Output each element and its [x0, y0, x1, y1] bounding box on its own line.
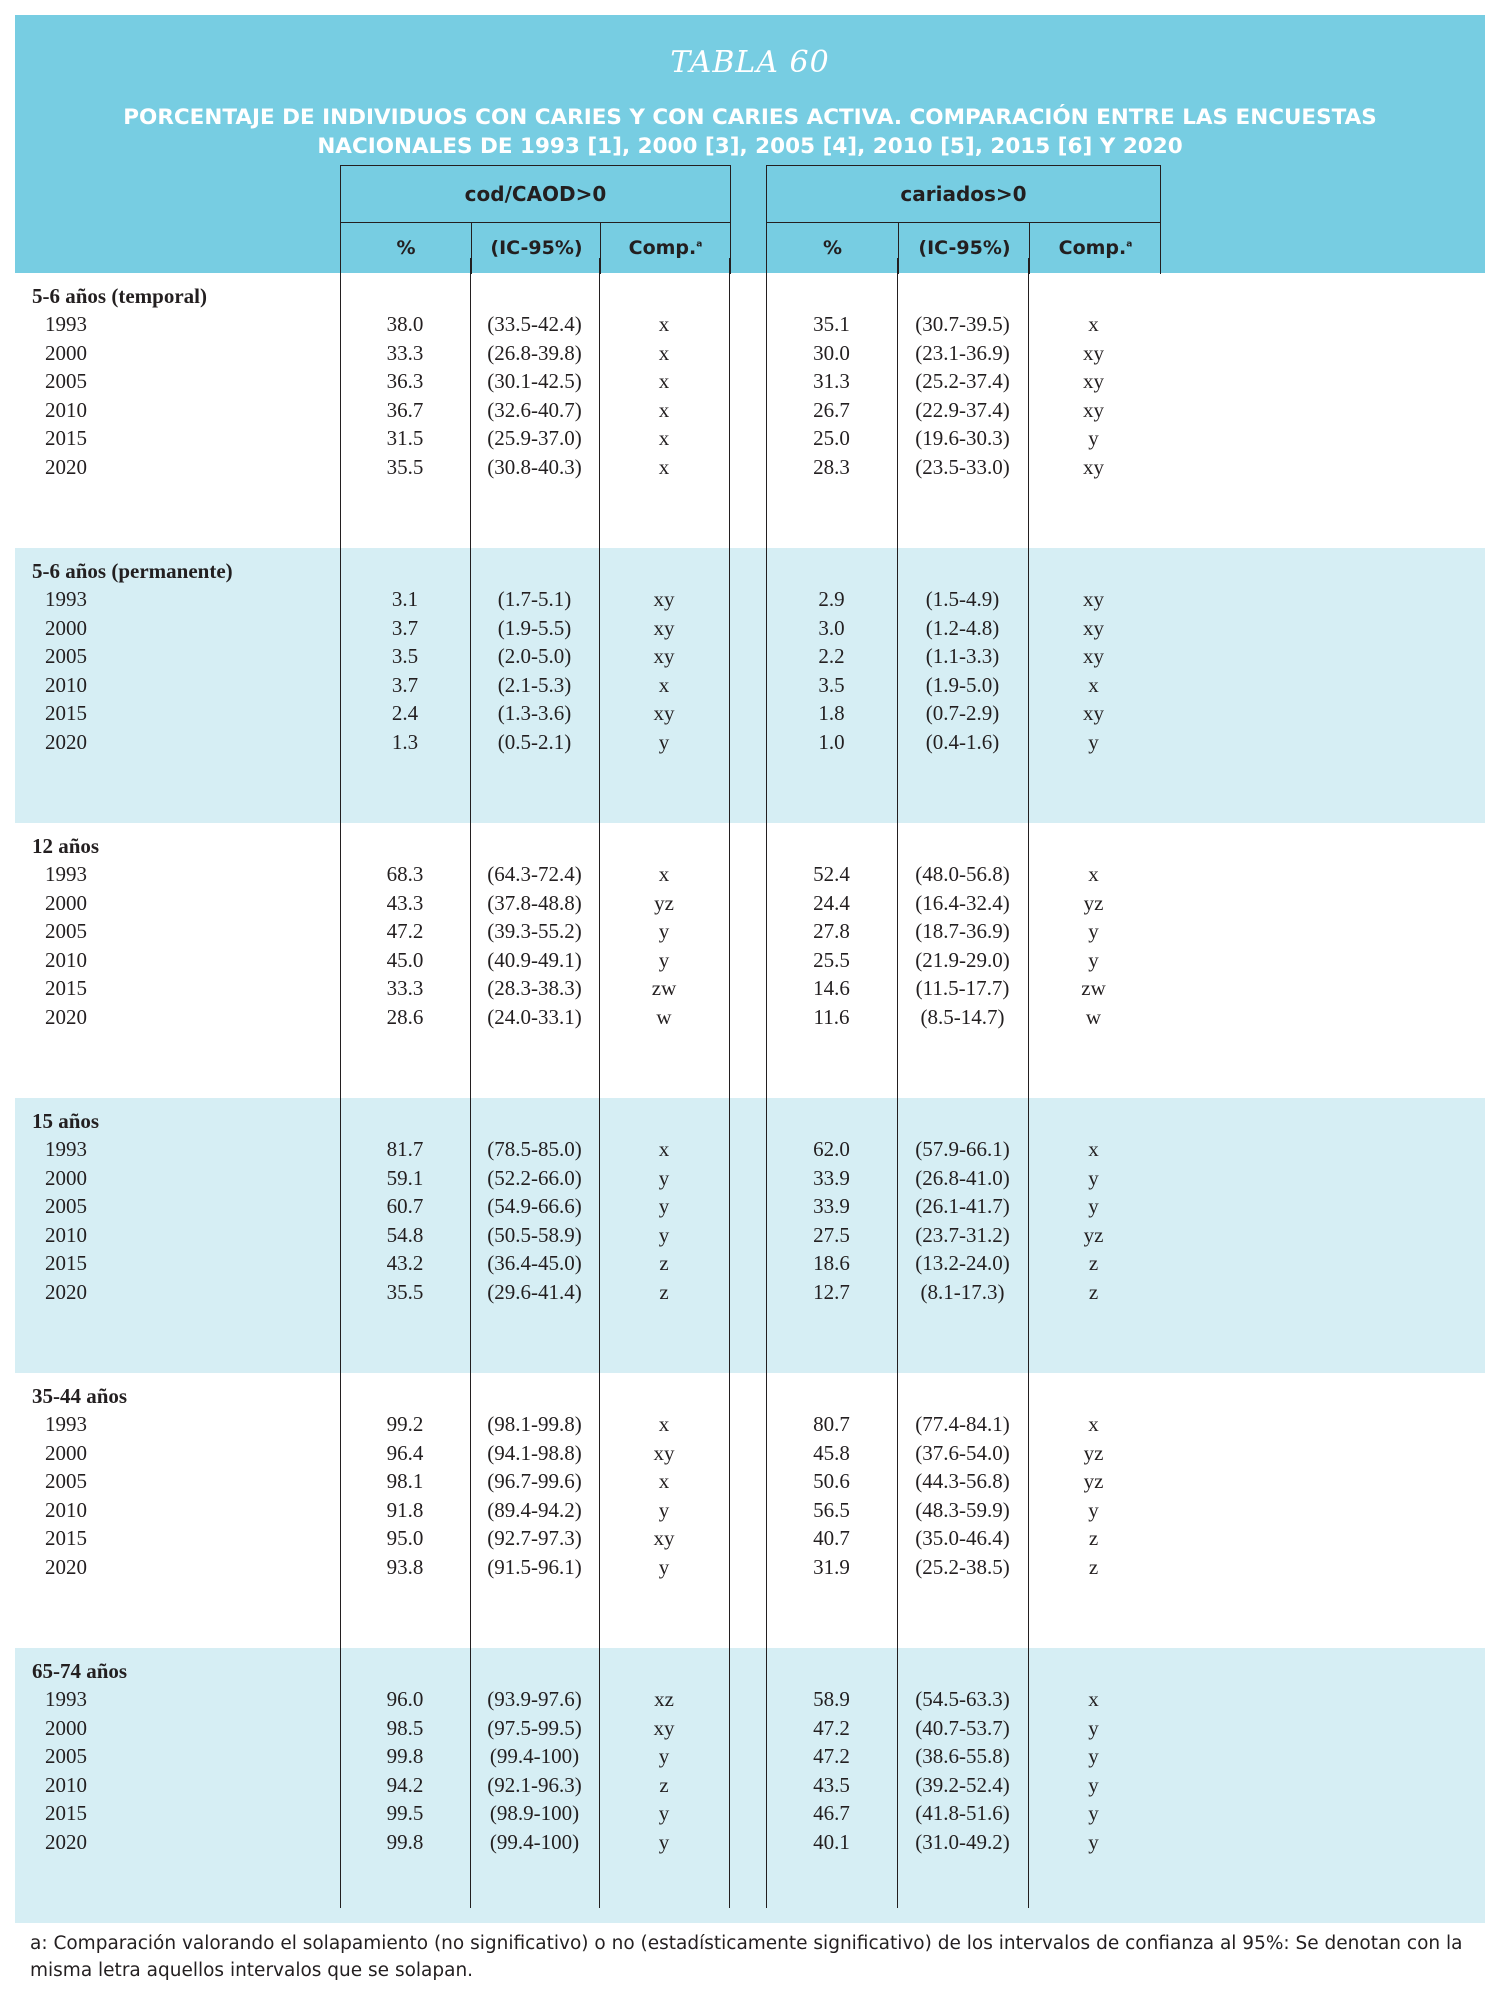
cell-ic2: (11.5-17.7) [915, 976, 1010, 1001]
group-title: cariados>0 [767, 166, 1160, 223]
cell-c1: y [658, 947, 670, 972]
cell-c1: xy [653, 644, 675, 669]
cell-ic1: (30.8-40.3) [487, 455, 582, 479]
cell-ic2: (44.3-56.8) [915, 1469, 1010, 1494]
cell-p1: 99.8 [386, 1744, 424, 1769]
row-year: 1993 [45, 587, 87, 611]
cell-p1: 99.8 [386, 1830, 424, 1854]
cell-ic2: (0.4-1.6) [925, 730, 1000, 754]
cell-c2: y [1088, 919, 1099, 944]
cell-c2: zw [1081, 976, 1106, 1001]
cell-c2: yz [1083, 1222, 1104, 1247]
cell-c2: xy [1083, 644, 1104, 669]
cell-ic2: (22.9-37.4) [915, 397, 1010, 422]
row-year: 2015 [45, 976, 87, 1001]
row-year: 1993 [45, 1412, 87, 1436]
cell-p1: 28.6 [386, 1005, 424, 1029]
cell-ic2: (48.3-59.9) [915, 1497, 1010, 1522]
cell-ic1: (89.4-94.2) [487, 1497, 582, 1522]
cell-p1: 93.8 [386, 1555, 424, 1579]
cell-c1: x [658, 1412, 670, 1436]
cell-ic1: (93.9-97.6) [487, 1687, 582, 1711]
cell-ic2: (23.7-31.2) [915, 1222, 1010, 1247]
cell-ic2: (18.7-36.9) [915, 919, 1010, 944]
cell-p2: 11.6 [813, 1005, 850, 1029]
cell-ic1: (50.5-58.9) [487, 1222, 582, 1247]
cell-ic1: (1.7-5.1) [497, 587, 572, 611]
cell-p2: 40.7 [813, 1526, 850, 1551]
cell-ic1: (96.7-99.6) [487, 1469, 582, 1494]
cell-ic2: (1.9-5.0) [925, 672, 1000, 697]
row-year: 2015 [45, 701, 87, 726]
cell-c2: xy [1083, 615, 1104, 640]
cell-c1: y [658, 1830, 670, 1854]
cell-ic1: (98.1-99.8) [487, 1412, 582, 1436]
cell-c2: y [1088, 1715, 1099, 1740]
cell-c2: x [1088, 1687, 1099, 1711]
cell-c2: y [1088, 1801, 1099, 1826]
cell-ic2: (48.0-56.8) [915, 862, 1010, 886]
cell-c1: x [658, 862, 670, 886]
section-label: 15 años [32, 1109, 100, 1133]
row-year: 2000 [45, 890, 87, 915]
cell-ic2: (41.8-51.6) [915, 1801, 1010, 1826]
cell-p2: 80.7 [813, 1412, 850, 1436]
cell-p2: 3.0 [818, 615, 845, 640]
cell-ic2: (38.6-55.8) [915, 1744, 1010, 1769]
cell-p2: 33.9 [813, 1194, 850, 1219]
cell-c1: y [658, 1744, 670, 1769]
cell-ic2: (30.7-39.5) [915, 312, 1010, 336]
cell-ic2: (25.2-37.4) [915, 369, 1010, 394]
cell-ic1: (94.1-98.8) [487, 1440, 582, 1465]
cell-p1: 36.7 [386, 397, 424, 422]
cell-ic1: (1.3-3.6) [497, 701, 572, 726]
cell-c2: y [1088, 1497, 1099, 1522]
cell-ic1: (28.3-38.3) [487, 976, 582, 1001]
cell-ic2: (13.2-24.0) [915, 1251, 1010, 1276]
cell-ic2: (37.6-54.0) [915, 1440, 1010, 1465]
column-divider [766, 258, 767, 1908]
cell-c1: z [659, 1251, 669, 1276]
row-year: 2010 [45, 947, 87, 972]
column-divider [1028, 258, 1029, 1908]
section-label: 5-6 años (permanente) [32, 559, 233, 583]
cell-p2: 25.5 [813, 947, 850, 972]
cell-p1: 35.5 [386, 1280, 424, 1304]
cell-c2: x [1088, 862, 1099, 886]
cell-ic1: (30.1-42.5) [487, 369, 582, 394]
cell-ic1: (32.6-40.7) [487, 397, 582, 422]
cell-p2: 27.5 [813, 1222, 850, 1247]
cell-ic1: (2.1-5.3) [497, 672, 572, 697]
section-label: 5-6 años (temporal) [32, 284, 207, 308]
table-section [15, 1648, 1485, 1923]
cell-p2: 31.9 [813, 1555, 850, 1579]
cell-ic2: (26.8-41.0) [915, 1165, 1010, 1190]
table-footnote: a: Comparación valorando el solapamiento (no significativo) o no (estadísticamente significativo) de los intervalos de confianza al 95%: Se denotan con la misma letra aquellos intervalos que se solapan. [30, 1933, 1463, 1981]
cell-c1: x [658, 397, 670, 422]
cell-p2: 52.4 [813, 862, 850, 886]
col-header-comp: Comp.$^a$ [1029, 223, 1161, 274]
cell-c2: yz [1083, 1469, 1104, 1494]
subtitle-line-1: PORCENTAJE DE INDIVIDUOS CON CARIES Y CON CARIES ACTIVA. COMPARACIÓN ENTRE LAS ENCUESTAS [123, 105, 1377, 130]
cell-ic2: (8.5-14.7) [920, 1005, 1005, 1029]
row-year: 2020 [45, 455, 87, 479]
row-year: 1993 [45, 312, 87, 336]
cell-p2: 24.4 [813, 890, 850, 915]
cell-p1: 91.8 [386, 1497, 424, 1522]
cell-p2: 18.6 [813, 1251, 850, 1276]
row-year: 2015 [45, 1526, 87, 1551]
section-label: 12 años [32, 834, 100, 858]
row-year: 2010 [45, 672, 87, 697]
cell-ic2: (16.4-32.4) [915, 890, 1010, 915]
cell-ic2: (57.9-66.1) [915, 1137, 1010, 1161]
cell-c2: yz [1083, 1440, 1104, 1465]
row-year: 1993 [45, 1137, 87, 1161]
cell-c1: x [658, 340, 670, 365]
row-year: 2000 [45, 1165, 87, 1190]
cell-c2: w [1085, 1005, 1102, 1029]
cell-c2: z [1088, 1526, 1099, 1551]
cell-c2: z [1088, 1555, 1099, 1579]
cell-ic2: (1.1-3.3) [925, 644, 1000, 669]
cell-p2: 33.9 [813, 1165, 850, 1190]
table-section [15, 273, 1485, 548]
cell-p2: 56.5 [813, 1497, 850, 1522]
cell-p1: 60.7 [386, 1194, 424, 1219]
cell-ic2: (1.5-4.9) [925, 587, 1000, 611]
cell-c1: y [658, 919, 670, 944]
cell-c1: x [658, 1137, 670, 1161]
row-year: 2005 [45, 919, 87, 944]
cell-ic1: (25.9-37.0) [487, 426, 582, 451]
cell-p2: 31.3 [813, 369, 850, 394]
cell-c2: xy [1083, 369, 1104, 394]
cell-c1: z [659, 1772, 669, 1797]
cell-p1: 98.5 [386, 1715, 424, 1740]
cell-p1: 95.0 [386, 1526, 424, 1551]
cell-p1: 2.4 [391, 701, 419, 726]
cell-p1: 38.0 [386, 312, 424, 336]
row-year: 2015 [45, 1251, 87, 1276]
cell-ic1: (26.8-39.8) [487, 340, 582, 365]
cell-p2: 30.0 [813, 340, 850, 365]
cell-ic2: (39.2-52.4) [915, 1772, 1010, 1797]
cell-p2: 1.8 [818, 701, 845, 726]
cell-ic2: (40.7-53.7) [915, 1715, 1010, 1740]
cell-p2: 14.6 [813, 976, 850, 1001]
cell-c2: y [1088, 1744, 1099, 1769]
cell-p1: 99.5 [386, 1801, 424, 1826]
subtitle-line-2: NACIONALES DE 1993 [1], 2000 [3], 2005 [4], 2010 [5], 2015 [6] Y 2020 [317, 134, 1183, 159]
cell-c2: x [1088, 1412, 1099, 1436]
cell-p2: 3.5 [818, 672, 845, 697]
cell-ic2: (1.2-4.8) [925, 615, 1000, 640]
cell-c2: xy [1083, 587, 1104, 611]
col-header-ic: (IC-95%) [898, 223, 1030, 274]
row-year: 2020 [45, 1280, 87, 1304]
cell-c1: z [659, 1280, 669, 1304]
cell-c1: y [658, 1801, 670, 1826]
group-title: cod/CAOD>0 [341, 166, 730, 223]
cell-ic1: (2.0-5.0) [497, 644, 572, 669]
cell-p2: 40.1 [813, 1830, 850, 1854]
cell-ic2: (31.0-49.2) [915, 1830, 1010, 1854]
cell-p1: 36.3 [386, 369, 424, 394]
col-header-pct: % [822, 237, 843, 259]
cell-c2: xy [1083, 701, 1104, 726]
cell-p1: 98.1 [386, 1469, 424, 1494]
cell-c2: yz [1083, 890, 1104, 915]
cell-ic1: (54.9-66.6) [487, 1194, 582, 1219]
cell-p2: 43.5 [813, 1772, 850, 1797]
cell-ic1: (92.1-96.3) [487, 1772, 582, 1797]
cell-p1: 43.3 [386, 890, 424, 915]
cell-ic2: (77.4-84.1) [915, 1412, 1010, 1436]
cell-p1: 3.1 [391, 587, 419, 611]
cell-c1: y [658, 1194, 670, 1219]
cell-c2: y [1088, 1165, 1099, 1190]
cell-p2: 47.2 [813, 1744, 850, 1769]
col-header-pct: % [396, 237, 416, 259]
table-section [15, 1373, 1485, 1648]
cell-ic1: (33.5-42.4) [487, 312, 582, 336]
cell-ic2: (23.5-33.0) [915, 455, 1010, 479]
cell-c1: x [658, 312, 670, 336]
cell-ic2: (0.7-2.9) [925, 701, 1000, 726]
cell-p2: 45.8 [813, 1440, 850, 1465]
cell-p2: 46.7 [813, 1801, 850, 1826]
cell-c2: y [1088, 730, 1099, 754]
cell-p1: 1.3 [391, 730, 419, 754]
cell-ic1: (1.9-5.5) [497, 615, 572, 640]
cell-ic1: (36.4-45.0) [487, 1251, 582, 1276]
cell-p1: 43.2 [386, 1251, 424, 1276]
row-year: 2020 [45, 1005, 87, 1029]
cell-p2: 1.0 [818, 730, 845, 754]
table-section [15, 823, 1485, 1098]
row-year: 2010 [45, 397, 87, 422]
row-year: 1993 [45, 1687, 87, 1711]
cell-p2: 28.3 [813, 455, 850, 479]
cell-c1: xy [653, 615, 675, 640]
row-year: 2010 [45, 1772, 87, 1797]
cell-p1: 99.2 [386, 1412, 424, 1436]
cell-p1: 54.8 [386, 1222, 424, 1247]
table-row [15, 449, 1485, 486]
cell-c1: x [658, 672, 670, 697]
cell-ic1: (97.5-99.5) [487, 1715, 582, 1740]
cell-ic2: (8.1-17.3) [920, 1280, 1005, 1304]
cell-p1: 47.2 [386, 919, 424, 944]
cell-p2: 47.2 [813, 1715, 850, 1740]
cell-c1: y [658, 1555, 670, 1579]
table-header [15, 15, 1485, 273]
cell-c1: xy [653, 1526, 675, 1551]
cell-c1: zw [651, 976, 677, 1001]
cell-p1: 68.3 [386, 862, 424, 886]
cell-p1: 96.0 [386, 1687, 424, 1711]
cell-ic1: (99.4-100) [489, 1744, 580, 1769]
cell-ic1: (24.0-33.1) [487, 1005, 582, 1029]
column-divider [729, 258, 730, 1908]
col-header-comp: Comp.$^a$ [600, 223, 730, 274]
cell-p1: 3.5 [391, 644, 419, 669]
table-section [15, 1098, 1485, 1373]
cell-ic2: (25.2-38.5) [915, 1555, 1010, 1579]
cell-ic1: (64.3-72.4) [487, 862, 582, 886]
table-body [15, 273, 1485, 1923]
table-row [15, 1274, 1485, 1311]
cell-p1: 33.3 [386, 340, 424, 365]
table-frame [15, 15, 1485, 1923]
cell-p1: 3.7 [391, 615, 419, 640]
row-year: 2005 [45, 1744, 87, 1769]
cell-p2: 26.7 [813, 397, 850, 422]
cell-c1: xy [653, 1440, 675, 1465]
cell-c1: y [658, 1222, 670, 1247]
group-header-cod-caod [340, 165, 731, 274]
row-year: 2000 [45, 1440, 87, 1465]
cell-p1: 45.0 [386, 947, 424, 972]
row-year: 2020 [45, 1555, 87, 1579]
cell-ic1: (92.7-97.3) [487, 1526, 582, 1551]
cell-p2: 2.9 [818, 587, 845, 611]
cell-p2: 25.0 [813, 426, 850, 451]
row-year: 2000 [45, 1715, 87, 1740]
table-subtitle [55, 103, 1445, 161]
cell-c1: x [658, 455, 670, 479]
cell-ic1: (99.4-100) [489, 1830, 580, 1854]
group-header-cariados [766, 165, 1161, 274]
cell-ic2: (21.9-29.0) [915, 947, 1010, 972]
cell-ic1: (37.8-48.8) [487, 890, 582, 915]
cell-c2: y [1088, 947, 1099, 972]
section-label: 65-74 años [32, 1659, 128, 1683]
cell-p1: 33.3 [386, 976, 424, 1001]
row-year: 2010 [45, 1497, 87, 1522]
table-row [15, 999, 1485, 1036]
cell-ic1: (91.5-96.1) [487, 1555, 582, 1579]
cell-c1: xy [653, 587, 675, 611]
row-year: 2010 [45, 1222, 87, 1247]
cell-c1: yz [654, 890, 674, 915]
cell-ic2: (35.0-46.4) [915, 1526, 1010, 1551]
cell-c2: y [1088, 1194, 1099, 1219]
cell-p1: 94.2 [386, 1772, 424, 1797]
cell-ic2: (19.6-30.3) [915, 426, 1010, 451]
column-divider [340, 258, 341, 1908]
cell-p1: 59.1 [386, 1165, 424, 1190]
cell-p2: 35.1 [813, 312, 850, 336]
cell-ic1: (40.9-49.1) [487, 947, 582, 972]
cell-c1: x [658, 426, 670, 451]
row-year: 2000 [45, 615, 87, 640]
cell-c2: xy [1083, 340, 1104, 365]
row-year: 2020 [45, 1830, 87, 1854]
cell-c1: w [656, 1005, 672, 1029]
row-year: 2015 [45, 1801, 87, 1826]
cell-p1: 81.7 [386, 1137, 424, 1161]
cell-p2: 62.0 [813, 1137, 850, 1161]
cell-c1: y [658, 1497, 670, 1522]
cell-p2: 12.7 [813, 1280, 850, 1304]
row-year: 2005 [45, 1194, 87, 1219]
column-divider [470, 258, 471, 1908]
col-header-ic: (IC-95%) [471, 223, 601, 274]
cell-c2: x [1088, 1137, 1099, 1161]
column-divider [599, 258, 600, 1908]
cell-c1: xz [654, 1687, 674, 1711]
cell-c1: x [658, 1469, 670, 1494]
row-year: 2015 [45, 426, 87, 451]
cell-p2: 2.2 [818, 644, 845, 669]
cell-ic2: (54.5-63.3) [915, 1687, 1010, 1711]
column-divider [897, 258, 898, 1908]
row-year: 2005 [45, 1469, 87, 1494]
section-label: 35-44 años [32, 1384, 128, 1408]
row-year: 2005 [45, 644, 87, 669]
cell-c2: z [1088, 1251, 1099, 1276]
table-row [15, 1549, 1485, 1586]
cell-c1: xy [653, 1715, 675, 1740]
row-year: 2020 [45, 730, 87, 754]
cell-ic1: (52.2-66.0) [487, 1165, 582, 1190]
cell-p2: 58.9 [813, 1687, 850, 1711]
cell-ic1: (0.5-2.1) [497, 730, 572, 754]
cell-p1: 31.5 [386, 426, 424, 451]
cell-c1: x [658, 369, 670, 394]
cell-p2: 27.8 [813, 919, 850, 944]
table-section [15, 548, 1485, 823]
table-row [15, 1824, 1485, 1861]
cell-c1: y [658, 1165, 670, 1190]
table-row [15, 724, 1485, 761]
row-year: 2000 [45, 340, 87, 365]
cell-c2: x [1088, 672, 1099, 697]
cell-ic1: (78.5-85.0) [487, 1137, 582, 1161]
cell-ic1: (98.9-100) [489, 1801, 580, 1826]
table-number: TABLA 60 [670, 45, 830, 80]
cell-c1: y [658, 730, 670, 754]
row-year: 1993 [45, 862, 87, 886]
cell-ic2: (23.1-36.9) [915, 340, 1010, 365]
cell-c2: y [1088, 1830, 1099, 1854]
cell-ic1: (39.3-55.2) [487, 919, 582, 944]
cell-p1: 96.4 [386, 1440, 424, 1465]
cell-c2: y [1088, 426, 1099, 451]
cell-c2: z [1088, 1280, 1099, 1304]
row-year: 2005 [45, 369, 87, 394]
cell-p2: 50.6 [813, 1469, 850, 1494]
cell-c2: xy [1083, 455, 1104, 479]
cell-p1: 35.5 [386, 455, 424, 479]
cell-c2: y [1088, 1772, 1099, 1797]
cell-c1: xy [653, 701, 675, 726]
cell-ic2: (26.1-41.7) [915, 1194, 1010, 1219]
cell-ic1: (29.6-41.4) [487, 1280, 582, 1304]
cell-p1: 3.7 [391, 672, 419, 697]
cell-c2: x [1088, 312, 1099, 336]
cell-c2: xy [1083, 397, 1104, 422]
